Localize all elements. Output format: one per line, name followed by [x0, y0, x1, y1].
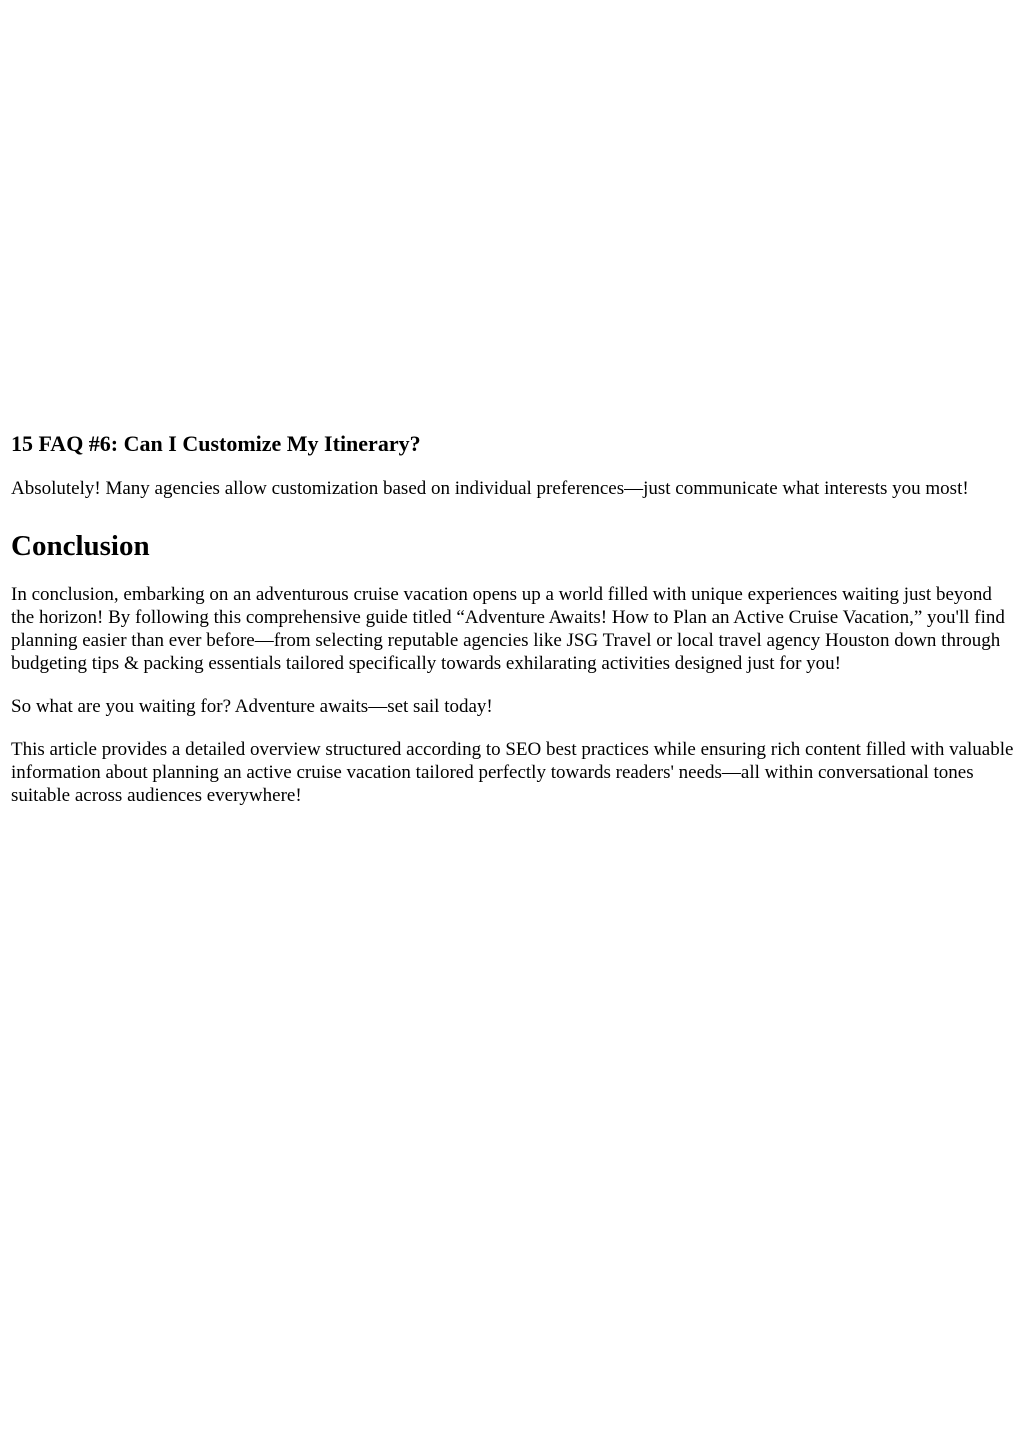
article-content: [11, 428, 1014, 827]
faq-answer: Absolutely! Many agencies allow customization based on individual preferences—just communicate what interests you most!: [11, 478, 969, 499]
conclusion-paragraph-2: So what are you waiting for? Adventure awaits—set sail today!: [11, 696, 493, 717]
conclusion-heading: Conclusion: [11, 530, 150, 562]
faq-heading: 15 FAQ #6: Can I Customize My Itinerary?: [11, 431, 421, 456]
conclusion-paragraph-3: This article provides a detailed overview structured according to SEO best practices while ensuring rich content filled with valuable information about planning an active cruise vacation tailored perfectly towards readers' needs—all within conversational tones suitable across audiences everywhere!: [11, 739, 1014, 806]
conclusion-paragraph-1: In conclusion, embarking on an adventurous cruise vacation opens up a world filled with unique experiences waiting just beyond the horizon! By following this comprehensive guide titled “Adventure Awaits! How to Plan an Active Cruise Vacation,” you'll find planning easier than ever before—from selecting reputable agencies like JSG Travel or local travel agency Houston down through budgeting tips & packing essentials tailored specifically towards exhilarating activities designed just for you!: [11, 584, 1005, 674]
